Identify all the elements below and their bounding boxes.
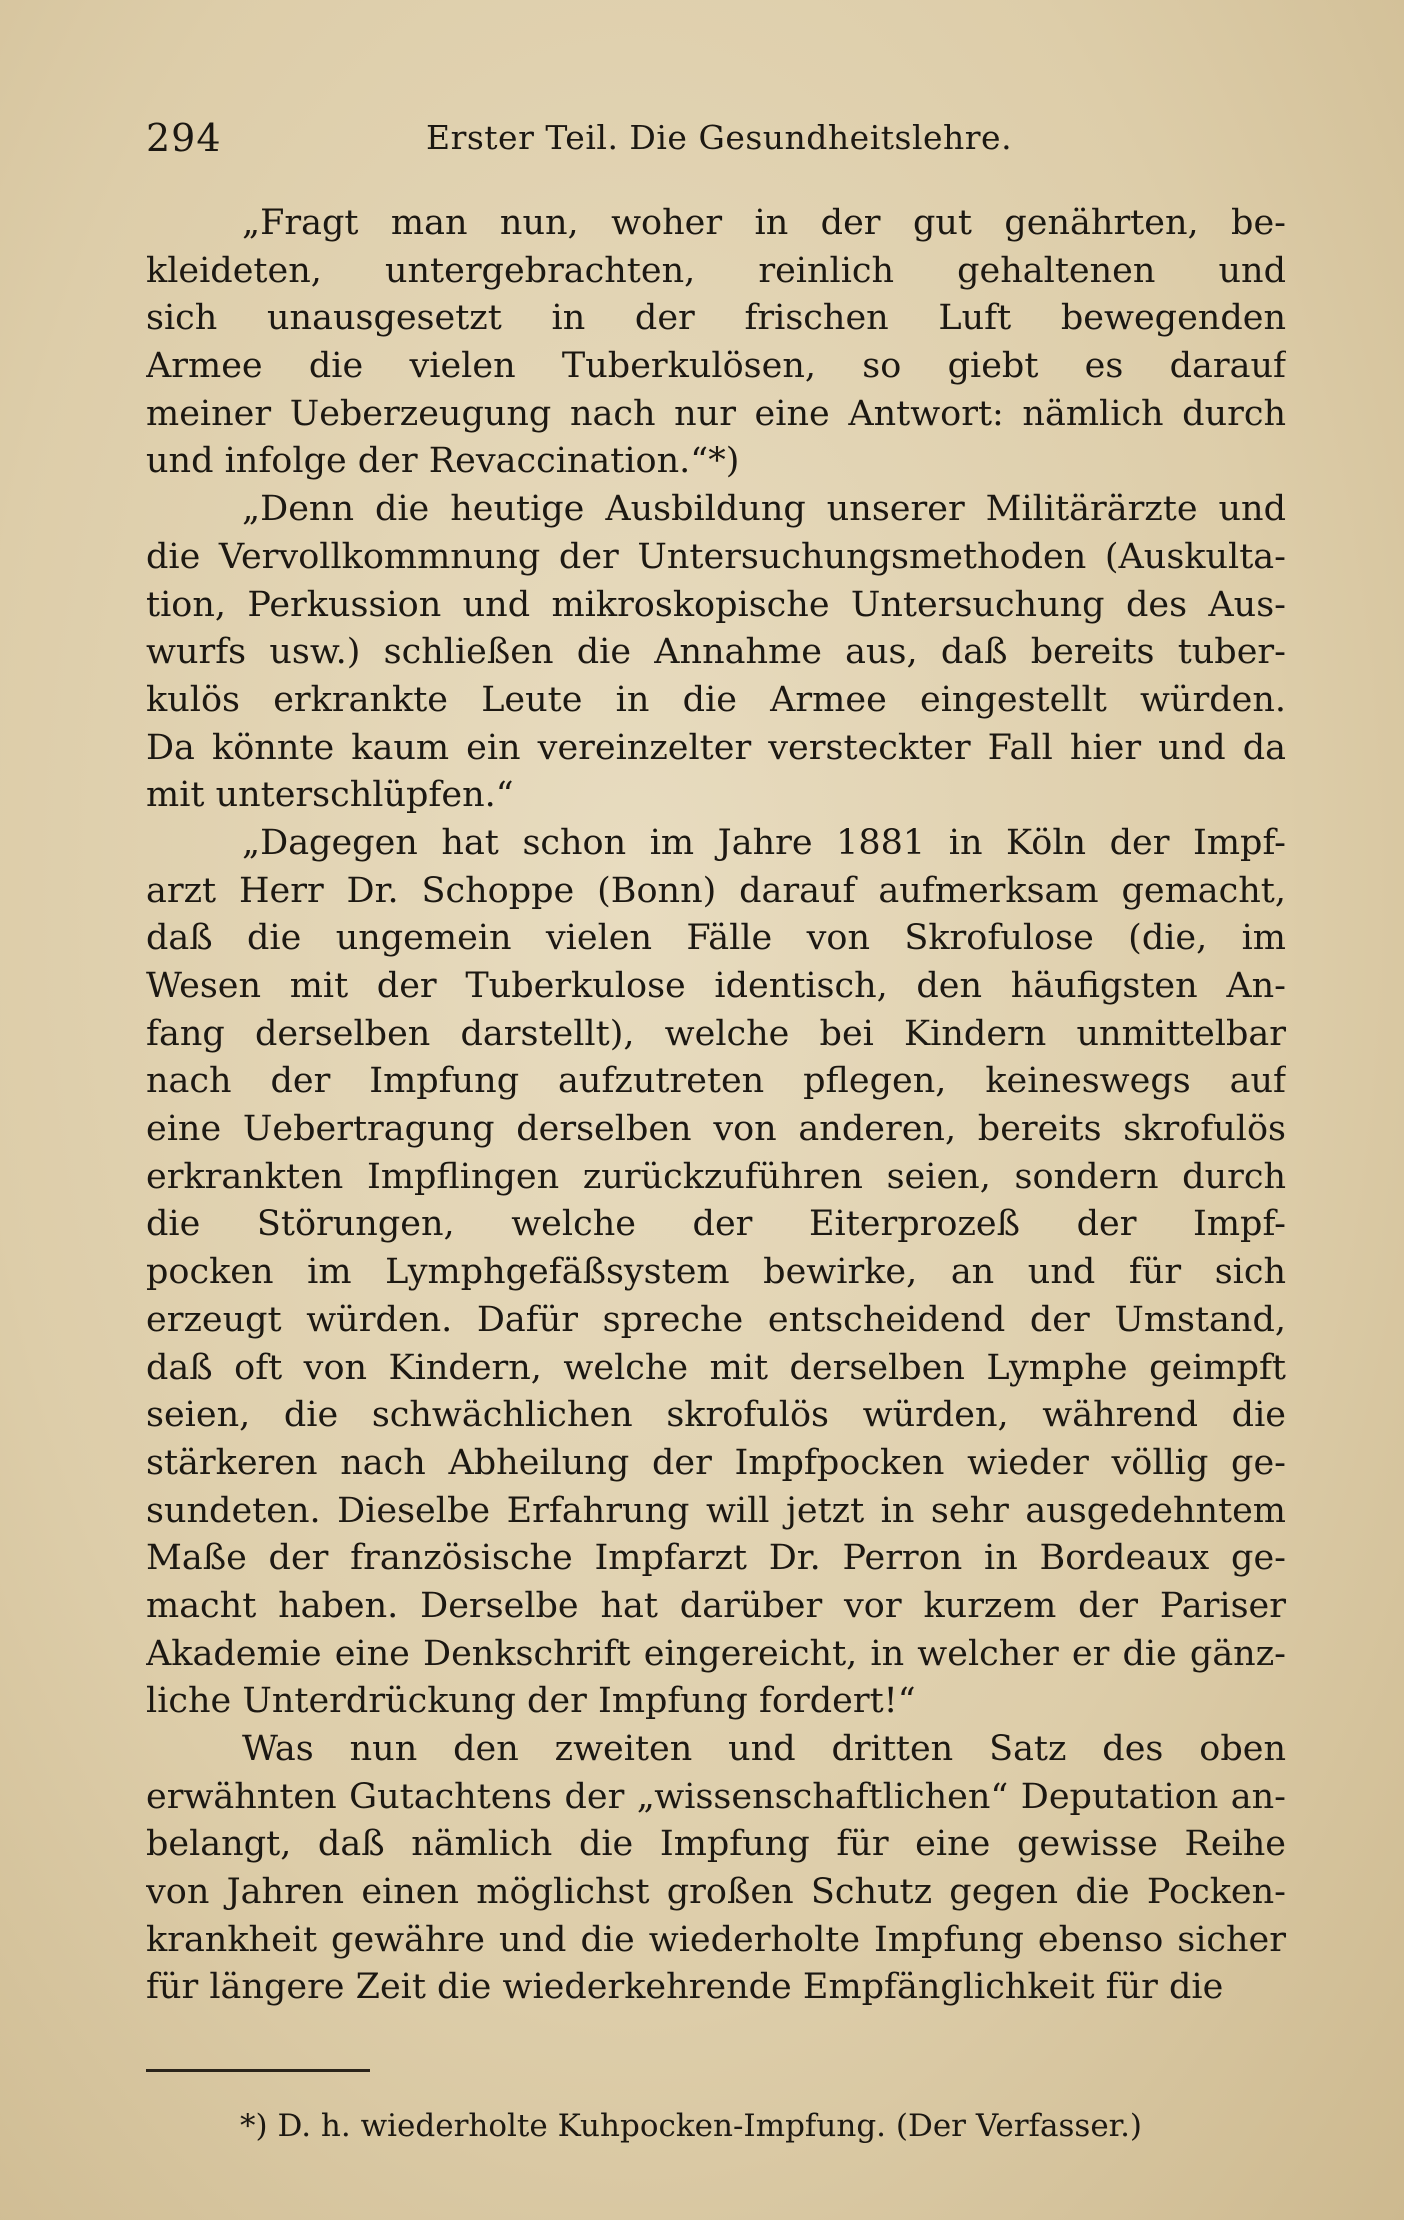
footnote-rule [146, 2069, 370, 2072]
text-line: und infolge der Revaccination.“*) [146, 441, 740, 482]
paragraph [146, 200, 1286, 486]
text-line: erzeugt würden. Dafür spreche entscheidend der Umstand, [146, 1299, 1286, 1340]
text-line: kleideten, untergebrachten, reinlich gehaltenen und [146, 250, 1286, 291]
paragraph [146, 1726, 1286, 2012]
text-line: wurfs usw.) schließen die Annahme aus, daß bereits tuber- [146, 632, 1286, 673]
paragraph [146, 486, 1286, 820]
text-line: daß die ungemein vielen Fälle von Skrofulose (die, im [146, 918, 1286, 959]
text-line: stärkeren nach Abheilung der Impfpocken wieder völlig ge- [146, 1442, 1286, 1483]
text-line: Da könnte kaum ein vereinzelter versteckter Fall hier und da [146, 727, 1286, 768]
text-line: erwähnten Gutachtens der „wissenschaftlichen“ Deputation an- [146, 1776, 1286, 1817]
text-line: macht haben. Derselbe hat darüber vor kurzem der Pariser [146, 1585, 1286, 1626]
text-line: belangt, daß nämlich die Impfung für eine gewisse Reihe [146, 1824, 1286, 1865]
text-line: Was nun den zweiten und dritten Satz des oben [242, 1729, 1286, 1769]
text-line: „Denn die heutige Ausbildung unserer Militärärzte und [242, 489, 1286, 530]
text-line: Wesen mit der Tuberkulose identisch, den häufigsten An- [146, 966, 1286, 1006]
text-line: für längere Zeit die wiederkehrende Empfänglichkeit für die [146, 1967, 1224, 2008]
text-line: die Störungen, welche der Eiterprozeß der Impf- [146, 1204, 1286, 1245]
text-line: pocken im Lymphgefäßsystem bewirke, an und für sich [146, 1252, 1286, 1293]
text-line: Armee die vielen Tuberkulösen, so giebt es darauf [146, 346, 1286, 387]
text-line: arzt Herr Dr. Schoppe (Bonn) darauf aufmerksam gemacht, [146, 870, 1286, 911]
text-line: von Jahren einen möglichst großen Schutz gegen die Pocken- [146, 1872, 1286, 1913]
text-line: seien, die schwächlichen skrofulös würden, während die [146, 1395, 1286, 1436]
page-number: 294 [146, 116, 222, 160]
text-line: erkrankten Impflingen zurückzuführen seien, sondern durch [146, 1156, 1286, 1197]
text-line: meiner Ueberzeugung nach nur eine Antwort: nämlich durch [146, 393, 1286, 434]
text-line: fang derselben darstellt), welche bei Kindern unmittelbar [146, 1013, 1286, 1054]
page-body [146, 200, 1286, 2012]
text-line: eine Uebertragung derselben von anderen, bereits skrofulös [146, 1109, 1286, 1150]
text-line: die Vervollkommnung der Untersuchungsmethoden (Auskulta- [146, 536, 1286, 577]
text-line: Akademie eine Denkschrift eingereicht, in welcher er die gänz- [146, 1633, 1286, 1674]
text-line: kulös erkrankte Leute in die Armee eingestellt würden. [146, 679, 1286, 720]
text-line: „Fragt man nun, woher in der gut genährten, be- [242, 203, 1286, 243]
footnote: *) D. h. wiederholte Kuhpocken-Impfung. (Der Verfasser.) [240, 2108, 1143, 2144]
text-line: krankheit gewähre und die wiederholte Impfung ebenso sicher [146, 1919, 1286, 1960]
page-header [146, 116, 1286, 176]
text-line: tion, Perkussion und mikroskopische Untersuchung des Aus- [146, 584, 1286, 625]
paragraph [146, 820, 1286, 1726]
text-line: mit unterschlüpfen.“ [146, 775, 514, 816]
text-line: „Dagegen hat schon im Jahre 1881 in Köln der Impf- [242, 822, 1286, 863]
text-line: Maße der französische Impfarzt Dr. Perron in Bordeaux ge- [146, 1538, 1286, 1579]
text-line: nach der Impfung aufzutreten pflegen, keineswegs auf [146, 1061, 1286, 1102]
text-line: liche Unterdrückung der Impfung fordert!“ [146, 1681, 916, 1722]
text-line: sundeten. Dieselbe Erfahrung will jetzt in sehr ausgedehntem [146, 1490, 1286, 1531]
text-line: daß oft von Kindern, welche mit derselben Lymphe geimpft [146, 1347, 1286, 1388]
text-line: sich unausgesetzt in der frischen Luft bewegenden [146, 298, 1286, 339]
running-head: Erster Teil. Die Gesundheitslehre. [426, 118, 1013, 157]
